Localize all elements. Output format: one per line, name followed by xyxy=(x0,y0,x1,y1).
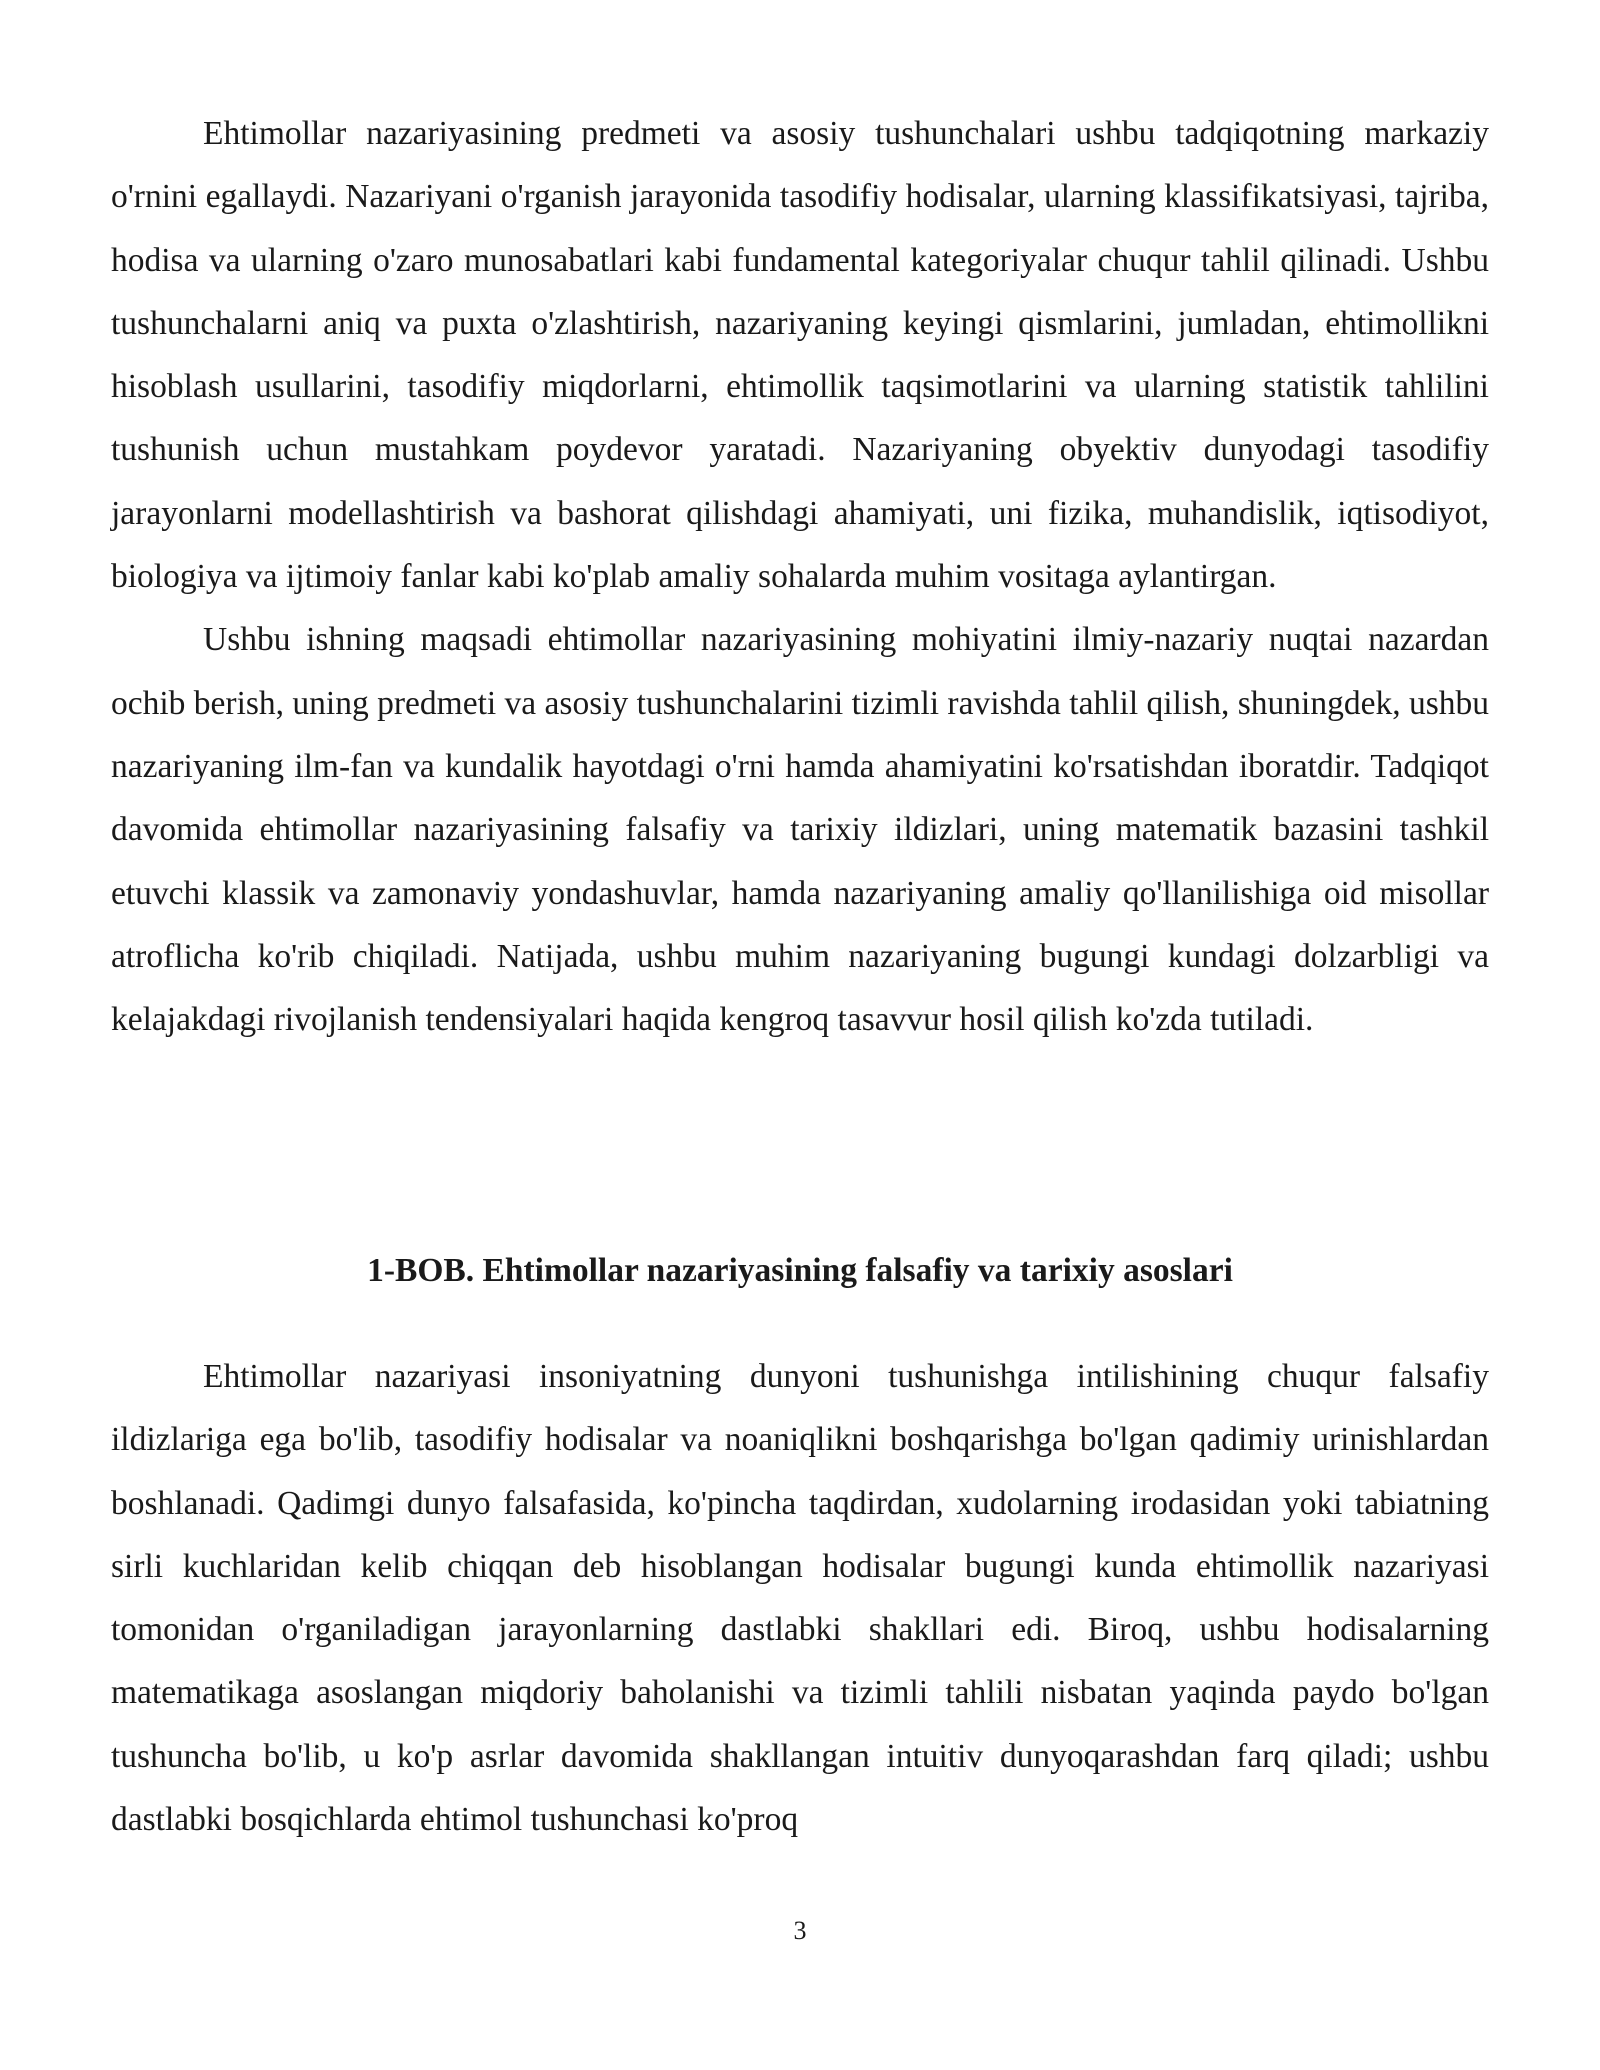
paragraph: Ehtimollar nazariyasining predmeti va asosiy tushunchalari ushbu tadqiqotning markaziy o'rnini egallaydi. Nazariyani o'rganish jarayonida tasodifiy hodisalar, ularning klassifikatsiyasi, tajriba, hodisa va ularning o'zaro munosabatlari kabi fundamental kategoriyalar chuqur tahlil qilinadi. Ushbu tushunchalarni aniq va puxta o'zlashtirish, nazariyaning keyingi qismlarini, jumladan, ehtimollikni hisoblash usullarini, tasodifiy miqdorlarni, ehtimollik taqsimotlarini va ularning statistik tahlilini tushunish uchun mustahkam poydevor yaratadi. Nazariyaning obyektiv dunyodagi tasodifiy jarayonlarni modellashtirish va bashorat qilishdagi ahamiyati, uni fizika, muhandislik, iqtisodiyot, biologiya va ijtimoiy fanlar kabi ko'plab amaliy sohalarda muhim vositaga aylantirgan. xyxy=(111,115,1489,596)
intro-text xyxy=(111,102,1489,1051)
paragraph: Ushbu ishning maqsadi ehtimollar nazariyasining mohiyatini ilmiy-nazariy nuqtai nazardan ochib berish, uning predmeti va asosiy tushunchalarini tizimli ravishda tahlil qilish, shuningdek, ushbu nazariyaning ilm-fan va kundalik hayotdagi o'rni hamda ahamiyatini ko'rsatishdan iboratdir. Tadqiqot davomida ehtimollar nazariyasining falsafiy va tarixiy ildizlari, uning matematik bazasini tashkil etuvchi klassik va zamonaviy yondashuvlar, hamda nazariyaning amaliy qo'llanilishiga oid misollar atroflicha ko'rib chiqiladi. Natijada, ushbu muhim nazariyaning bugungi kundagi dolzarbligi va kelajakdagi rivojlanish tendensiyalari haqida kengroq tasavvur hosil qilish ko'zda tutiladi. xyxy=(111,621,1489,1039)
paragraph: Ehtimollar nazariyasi insoniyatning dunyoni tushunishga intilishining chuqur falsafiy ildizlariga ega bo'lib, tasodifiy hodisalar va noaniqlikni boshqarishga bo'lgan qadimiy urinishlardan boshlanadi. Qadimgi dunyo falsafasida, ko'pincha taqdirdan, xudolarning irodasidan yoki tabiatning sirli kuchlaridan kelib chiqqan deb hisoblangan hodisalar bugungi kunda ehtimollik nazariyasi tomonidan o'rganiladigan jarayonlarning dastlabki shakllari edi. Biroq, ushbu hodisalarning matematikaga asoslangan miqdoriy baholanishi va tizimli tahlili nisbatan yaqinda paydo bo'lgan tushuncha bo'lib, u ko'p asrlar davomida shakllangan intuitiv dunyoqarashdan farq qiladi; ushbu dastlabki bosqichlarda ehtimol tushunchasi ko'proq xyxy=(111,1358,1489,1839)
chapter-text xyxy=(111,1345,1489,1851)
page-number: 3 xyxy=(793,1916,807,1945)
chapter-heading: 1-BOB. Ehtimollar nazariyasining falsafiy va tarixiy asoslari xyxy=(367,1252,1233,1289)
